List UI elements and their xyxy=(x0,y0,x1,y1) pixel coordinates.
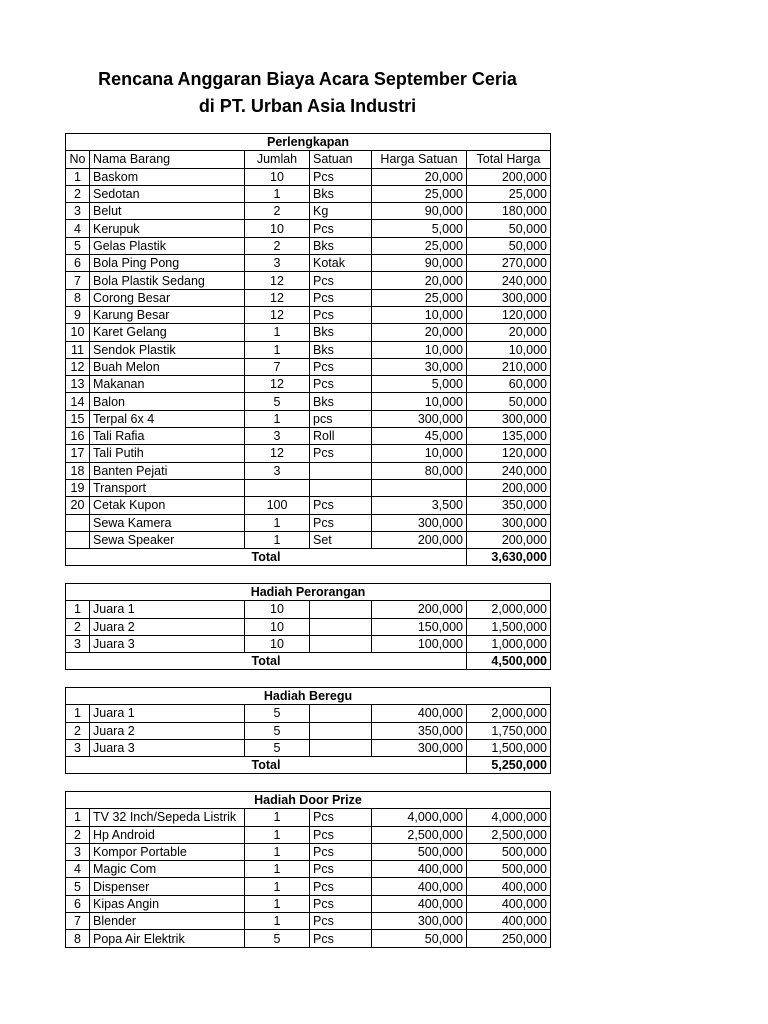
section-title: Hadiah Perorangan xyxy=(66,584,551,601)
total-row xyxy=(66,653,551,670)
cell-total-harga: 50,000 xyxy=(467,237,551,254)
cell-total-harga: 135,000 xyxy=(467,428,551,445)
cell-no: 3 xyxy=(66,843,90,860)
cell-harga-satuan: 20,000 xyxy=(372,168,467,185)
cell-no: 3 xyxy=(66,739,90,756)
cell-no: 1 xyxy=(66,601,90,618)
cell-total-harga: 4,000,000 xyxy=(467,809,551,826)
cell-harga-satuan: 300,000 xyxy=(372,739,467,756)
cell-satuan: Bks xyxy=(310,185,372,202)
cell-jumlah: 5 xyxy=(245,705,310,722)
cell-total-harga: 200,000 xyxy=(467,168,551,185)
cell-harga-satuan: 100,000 xyxy=(372,635,467,652)
table-row xyxy=(66,497,551,514)
cell-harga-satuan xyxy=(372,479,467,496)
cell-satuan: Pcs xyxy=(310,843,372,860)
cell-jumlah: 12 xyxy=(245,272,310,289)
table-row xyxy=(66,168,551,185)
table-row xyxy=(66,462,551,479)
section-title: Hadiah Door Prize xyxy=(66,792,551,809)
cell-jumlah: 5 xyxy=(245,739,310,756)
table-row xyxy=(66,393,551,410)
cell-no: 4 xyxy=(66,861,90,878)
cell-total-harga: 60,000 xyxy=(467,376,551,393)
cell-harga-satuan: 300,000 xyxy=(372,410,467,427)
cell-nama-barang: Buah Melon xyxy=(90,358,245,375)
cell-total-harga: 180,000 xyxy=(467,203,551,220)
cell-satuan: Roll xyxy=(310,428,372,445)
cell-nama-barang: Karet Gelang xyxy=(90,324,245,341)
cell-satuan: Bks xyxy=(310,341,372,358)
cell-jumlah: 12 xyxy=(245,445,310,462)
section-title-row xyxy=(66,792,551,809)
cell-harga-satuan: 350,000 xyxy=(372,722,467,739)
table-row xyxy=(66,220,551,237)
cell-no: 2 xyxy=(66,185,90,202)
table-row xyxy=(66,809,551,826)
cell-jumlah: 1 xyxy=(245,878,310,895)
cell-total-harga: 400,000 xyxy=(467,895,551,912)
cell-harga-satuan: 10,000 xyxy=(372,393,467,410)
cell-satuan: Bks xyxy=(310,237,372,254)
cell-harga-satuan: 400,000 xyxy=(372,878,467,895)
cell-no: 9 xyxy=(66,306,90,323)
table-row xyxy=(66,358,551,375)
table-row xyxy=(66,635,551,652)
perorangan-body xyxy=(66,584,551,670)
cell-no: 19 xyxy=(66,479,90,496)
table-row xyxy=(66,514,551,531)
cell-no xyxy=(66,531,90,548)
cell-total-harga: 120,000 xyxy=(467,306,551,323)
cell-nama-barang: Karung Besar xyxy=(90,306,245,323)
cell-harga-satuan: 300,000 xyxy=(372,913,467,930)
section-title-row xyxy=(66,134,551,151)
cell-jumlah: 1 xyxy=(245,324,310,341)
table-row xyxy=(66,826,551,843)
total-label: Total xyxy=(66,549,467,566)
total-label: Total xyxy=(66,653,467,670)
cell-jumlah: 1 xyxy=(245,913,310,930)
table-row xyxy=(66,843,551,860)
table-row xyxy=(66,341,551,358)
table-row xyxy=(66,255,551,272)
cell-harga-satuan: 3,500 xyxy=(372,497,467,514)
cell-jumlah xyxy=(245,479,310,496)
title-line-2: di PT. Urban Asia Industri xyxy=(198,96,417,116)
table-row xyxy=(66,895,551,912)
table-row xyxy=(66,861,551,878)
cell-total-harga: 500,000 xyxy=(467,861,551,878)
cell-nama-barang: Kerupuk xyxy=(90,220,245,237)
table-row xyxy=(66,428,551,445)
cell-nama-barang: Tali Rafia xyxy=(90,428,245,445)
cell-total-harga: 10,000 xyxy=(467,341,551,358)
cell-harga-satuan: 10,000 xyxy=(372,341,467,358)
cell-total-harga: 300,000 xyxy=(467,289,551,306)
column-header: Satuan xyxy=(310,151,372,168)
table-row xyxy=(66,479,551,496)
cell-nama-barang: Kompor Portable xyxy=(90,843,245,860)
cell-nama-barang: Juara 3 xyxy=(90,635,245,652)
cell-nama-barang: Bola Ping Pong xyxy=(90,255,245,272)
cell-jumlah: 100 xyxy=(245,497,310,514)
cell-nama-barang: Cetak Kupon xyxy=(90,497,245,514)
cell-no: 15 xyxy=(66,410,90,427)
cell-harga-satuan: 200,000 xyxy=(372,601,467,618)
cell-jumlah: 10 xyxy=(245,168,310,185)
cell-jumlah: 12 xyxy=(245,306,310,323)
cell-nama-barang: Balon xyxy=(90,393,245,410)
cell-harga-satuan: 400,000 xyxy=(372,895,467,912)
section-title-row xyxy=(66,584,551,601)
cell-total-harga: 250,000 xyxy=(467,930,551,947)
cell-satuan xyxy=(310,601,372,618)
cell-no: 16 xyxy=(66,428,90,445)
cell-nama-barang: Baskom xyxy=(90,168,245,185)
cell-satuan xyxy=(310,705,372,722)
cell-satuan: pcs xyxy=(310,410,372,427)
column-header: Harga Satuan xyxy=(372,151,467,168)
cell-jumlah: 1 xyxy=(245,531,310,548)
cell-total-harga: 200,000 xyxy=(467,479,551,496)
cell-harga-satuan: 90,000 xyxy=(372,203,467,220)
cell-total-harga: 50,000 xyxy=(467,220,551,237)
cell-satuan: Pcs xyxy=(310,272,372,289)
cell-no: 1 xyxy=(66,705,90,722)
cell-satuan: Pcs xyxy=(310,220,372,237)
table-row xyxy=(66,913,551,930)
cell-jumlah: 1 xyxy=(245,185,310,202)
cell-harga-satuan: 30,000 xyxy=(372,358,467,375)
cell-harga-satuan: 50,000 xyxy=(372,930,467,947)
cell-nama-barang: Juara 2 xyxy=(90,722,245,739)
cell-harga-satuan: 20,000 xyxy=(372,324,467,341)
cell-total-harga: 1,500,000 xyxy=(467,618,551,635)
column-header: Total Harga xyxy=(467,151,551,168)
cell-no: 3 xyxy=(66,635,90,652)
cell-no: 5 xyxy=(66,878,90,895)
table-row xyxy=(66,739,551,756)
cell-nama-barang: Juara 2 xyxy=(90,618,245,635)
cell-jumlah: 3 xyxy=(245,428,310,445)
cell-total-harga: 270,000 xyxy=(467,255,551,272)
cell-nama-barang: Kipas Angin xyxy=(90,895,245,912)
cell-total-harga: 210,000 xyxy=(467,358,551,375)
cell-total-harga: 350,000 xyxy=(467,497,551,514)
cell-no: 7 xyxy=(66,913,90,930)
cell-nama-barang: Transport xyxy=(90,479,245,496)
cell-no xyxy=(66,514,90,531)
table-row xyxy=(66,185,551,202)
cell-no: 6 xyxy=(66,895,90,912)
cell-total-harga: 2,000,000 xyxy=(467,601,551,618)
cell-jumlah: 1 xyxy=(245,826,310,843)
cell-satuan: Pcs xyxy=(310,358,372,375)
cell-no: 10 xyxy=(66,324,90,341)
cell-satuan: Pcs xyxy=(310,930,372,947)
column-header: Nama Barang xyxy=(90,151,245,168)
cell-jumlah: 5 xyxy=(245,722,310,739)
cell-no: 20 xyxy=(66,497,90,514)
cell-nama-barang: Sewa Kamera xyxy=(90,514,245,531)
cell-jumlah: 12 xyxy=(245,289,310,306)
cell-nama-barang: Bola Plastik Sedang xyxy=(90,272,245,289)
table-row xyxy=(66,376,551,393)
cell-jumlah: 1 xyxy=(245,410,310,427)
section-title: Perlengkapan xyxy=(66,134,551,151)
cell-nama-barang: Makanan xyxy=(90,376,245,393)
cell-nama-barang: Dispenser xyxy=(90,878,245,895)
cell-no: 12 xyxy=(66,358,90,375)
table-row xyxy=(66,237,551,254)
perorangan-table xyxy=(65,583,551,670)
table-row xyxy=(66,705,551,722)
cell-jumlah: 5 xyxy=(245,930,310,947)
cell-total-harga: 1,500,000 xyxy=(467,739,551,756)
column-header: No xyxy=(66,151,90,168)
cell-harga-satuan: 80,000 xyxy=(372,462,467,479)
cell-satuan xyxy=(310,739,372,756)
cell-satuan xyxy=(310,479,372,496)
cell-jumlah: 1 xyxy=(245,843,310,860)
perlengkapan-table xyxy=(65,133,551,566)
cell-no: 2 xyxy=(66,722,90,739)
cell-satuan: Pcs xyxy=(310,878,372,895)
cell-nama-barang: Hp Android xyxy=(90,826,245,843)
total-row xyxy=(66,757,551,774)
cell-total-harga: 50,000 xyxy=(467,393,551,410)
cell-jumlah: 1 xyxy=(245,895,310,912)
cell-harga-satuan: 5,000 xyxy=(372,376,467,393)
cell-harga-satuan: 25,000 xyxy=(372,185,467,202)
cell-harga-satuan: 200,000 xyxy=(372,531,467,548)
table-row xyxy=(66,618,551,635)
cell-jumlah: 10 xyxy=(245,635,310,652)
cell-jumlah: 3 xyxy=(245,462,310,479)
section-title-row xyxy=(66,688,551,705)
cell-total-harga: 20,000 xyxy=(467,324,551,341)
cell-total-harga: 1,750,000 xyxy=(467,722,551,739)
table-row xyxy=(66,306,551,323)
total-value: 3,630,000 xyxy=(467,549,551,566)
cell-total-harga: 240,000 xyxy=(467,462,551,479)
table-row xyxy=(66,878,551,895)
table-row xyxy=(66,324,551,341)
cell-satuan xyxy=(310,722,372,739)
perlengkapan-body xyxy=(66,134,551,566)
cell-jumlah: 10 xyxy=(245,601,310,618)
cell-harga-satuan: 10,000 xyxy=(372,306,467,323)
cell-satuan: Pcs xyxy=(310,497,372,514)
cell-no: 2 xyxy=(66,826,90,843)
cell-no: 17 xyxy=(66,445,90,462)
section-title: Hadiah Beregu xyxy=(66,688,551,705)
cell-nama-barang: Sedotan xyxy=(90,185,245,202)
cell-harga-satuan: 400,000 xyxy=(372,861,467,878)
cell-nama-barang: Tali Putih xyxy=(90,445,245,462)
cell-satuan: Pcs xyxy=(310,895,372,912)
cell-satuan: Kg xyxy=(310,203,372,220)
cell-satuan: Pcs xyxy=(310,376,372,393)
cell-total-harga: 240,000 xyxy=(467,272,551,289)
cell-jumlah: 7 xyxy=(245,358,310,375)
cell-nama-barang: Sendok Plastik xyxy=(90,341,245,358)
cell-no: 5 xyxy=(66,237,90,254)
cell-total-harga: 500,000 xyxy=(467,843,551,860)
cell-jumlah: 2 xyxy=(245,203,310,220)
cell-no: 3 xyxy=(66,203,90,220)
cell-harga-satuan: 2,500,000 xyxy=(372,826,467,843)
cell-satuan: Pcs xyxy=(310,514,372,531)
cell-no: 14 xyxy=(66,393,90,410)
document-title xyxy=(0,66,615,120)
total-label: Total xyxy=(66,757,467,774)
cell-nama-barang: TV 32 Inch/Sepeda Listrik xyxy=(90,809,245,826)
cell-jumlah: 12 xyxy=(245,376,310,393)
cell-satuan: Pcs xyxy=(310,289,372,306)
cell-nama-barang: Corong Besar xyxy=(90,289,245,306)
cell-total-harga: 1,000,000 xyxy=(467,635,551,652)
doorprize-body xyxy=(66,792,551,948)
cell-satuan: Pcs xyxy=(310,913,372,930)
total-row xyxy=(66,549,551,566)
cell-satuan: Pcs xyxy=(310,809,372,826)
cell-no: 13 xyxy=(66,376,90,393)
cell-harga-satuan: 4,000,000 xyxy=(372,809,467,826)
cell-nama-barang: Belut xyxy=(90,203,245,220)
cell-no: 18 xyxy=(66,462,90,479)
cell-harga-satuan: 500,000 xyxy=(372,843,467,860)
table-row xyxy=(66,289,551,306)
cell-jumlah: 10 xyxy=(245,220,310,237)
beregu-table xyxy=(65,687,551,774)
cell-harga-satuan: 150,000 xyxy=(372,618,467,635)
table-row xyxy=(66,722,551,739)
cell-harga-satuan: 400,000 xyxy=(372,705,467,722)
cell-harga-satuan: 20,000 xyxy=(372,272,467,289)
cell-jumlah: 1 xyxy=(245,341,310,358)
cell-satuan: Pcs xyxy=(310,861,372,878)
table-row xyxy=(66,531,551,548)
cell-total-harga: 300,000 xyxy=(467,514,551,531)
table-row xyxy=(66,410,551,427)
cell-total-harga: 300,000 xyxy=(467,410,551,427)
cell-nama-barang: Popa Air Elektrik xyxy=(90,930,245,947)
cell-nama-barang: Terpal 6x 4 xyxy=(90,410,245,427)
cell-no: 7 xyxy=(66,272,90,289)
cell-no: 8 xyxy=(66,930,90,947)
cell-total-harga: 2,000,000 xyxy=(467,705,551,722)
cell-nama-barang: Juara 3 xyxy=(90,739,245,756)
total-value: 5,250,000 xyxy=(467,757,551,774)
cell-total-harga: 200,000 xyxy=(467,531,551,548)
cell-harga-satuan: 45,000 xyxy=(372,428,467,445)
cell-no: 2 xyxy=(66,618,90,635)
cell-nama-barang: Blender xyxy=(90,913,245,930)
cell-satuan xyxy=(310,635,372,652)
cell-no: 11 xyxy=(66,341,90,358)
doorprize-table xyxy=(65,791,551,948)
table-row xyxy=(66,601,551,618)
cell-satuan: Set xyxy=(310,531,372,548)
cell-satuan: Pcs xyxy=(310,168,372,185)
cell-total-harga: 25,000 xyxy=(467,185,551,202)
cell-jumlah: 5 xyxy=(245,393,310,410)
cell-satuan: Bks xyxy=(310,393,372,410)
cell-nama-barang: Banten Pejati xyxy=(90,462,245,479)
cell-jumlah: 3 xyxy=(245,255,310,272)
column-header: Jumlah xyxy=(245,151,310,168)
column-header-row xyxy=(66,151,551,168)
table-row xyxy=(66,272,551,289)
table-row xyxy=(66,203,551,220)
cell-harga-satuan: 5,000 xyxy=(372,220,467,237)
cell-satuan xyxy=(310,618,372,635)
cell-harga-satuan: 25,000 xyxy=(372,237,467,254)
cell-jumlah: 10 xyxy=(245,618,310,635)
cell-no: 4 xyxy=(66,220,90,237)
title-line-1: Rencana Anggaran Biaya Acara September Ceria xyxy=(98,69,517,89)
cell-total-harga: 2,500,000 xyxy=(467,826,551,843)
table-row xyxy=(66,930,551,947)
cell-jumlah: 1 xyxy=(245,861,310,878)
cell-satuan: Bks xyxy=(310,324,372,341)
beregu-body xyxy=(66,688,551,774)
cell-satuan: Pcs xyxy=(310,445,372,462)
cell-nama-barang: Sewa Speaker xyxy=(90,531,245,548)
cell-jumlah: 1 xyxy=(245,514,310,531)
cell-satuan xyxy=(310,462,372,479)
cell-nama-barang: Magic Com xyxy=(90,861,245,878)
cell-no: 1 xyxy=(66,809,90,826)
cell-harga-satuan: 10,000 xyxy=(372,445,467,462)
cell-total-harga: 400,000 xyxy=(467,913,551,930)
cell-nama-barang: Juara 1 xyxy=(90,705,245,722)
cell-jumlah: 2 xyxy=(245,237,310,254)
cell-no: 1 xyxy=(66,168,90,185)
cell-satuan: Pcs xyxy=(310,306,372,323)
cell-harga-satuan: 90,000 xyxy=(372,255,467,272)
cell-no: 6 xyxy=(66,255,90,272)
total-value: 4,500,000 xyxy=(467,653,551,670)
cell-harga-satuan: 25,000 xyxy=(372,289,467,306)
cell-satuan: Kotak xyxy=(310,255,372,272)
cell-satuan: Pcs xyxy=(310,826,372,843)
cell-jumlah: 1 xyxy=(245,809,310,826)
cell-no: 8 xyxy=(66,289,90,306)
cell-harga-satuan: 300,000 xyxy=(372,514,467,531)
table-row xyxy=(66,445,551,462)
cell-nama-barang: Gelas Plastik xyxy=(90,237,245,254)
cell-nama-barang: Juara 1 xyxy=(90,601,245,618)
cell-total-harga: 120,000 xyxy=(467,445,551,462)
cell-total-harga: 400,000 xyxy=(467,878,551,895)
